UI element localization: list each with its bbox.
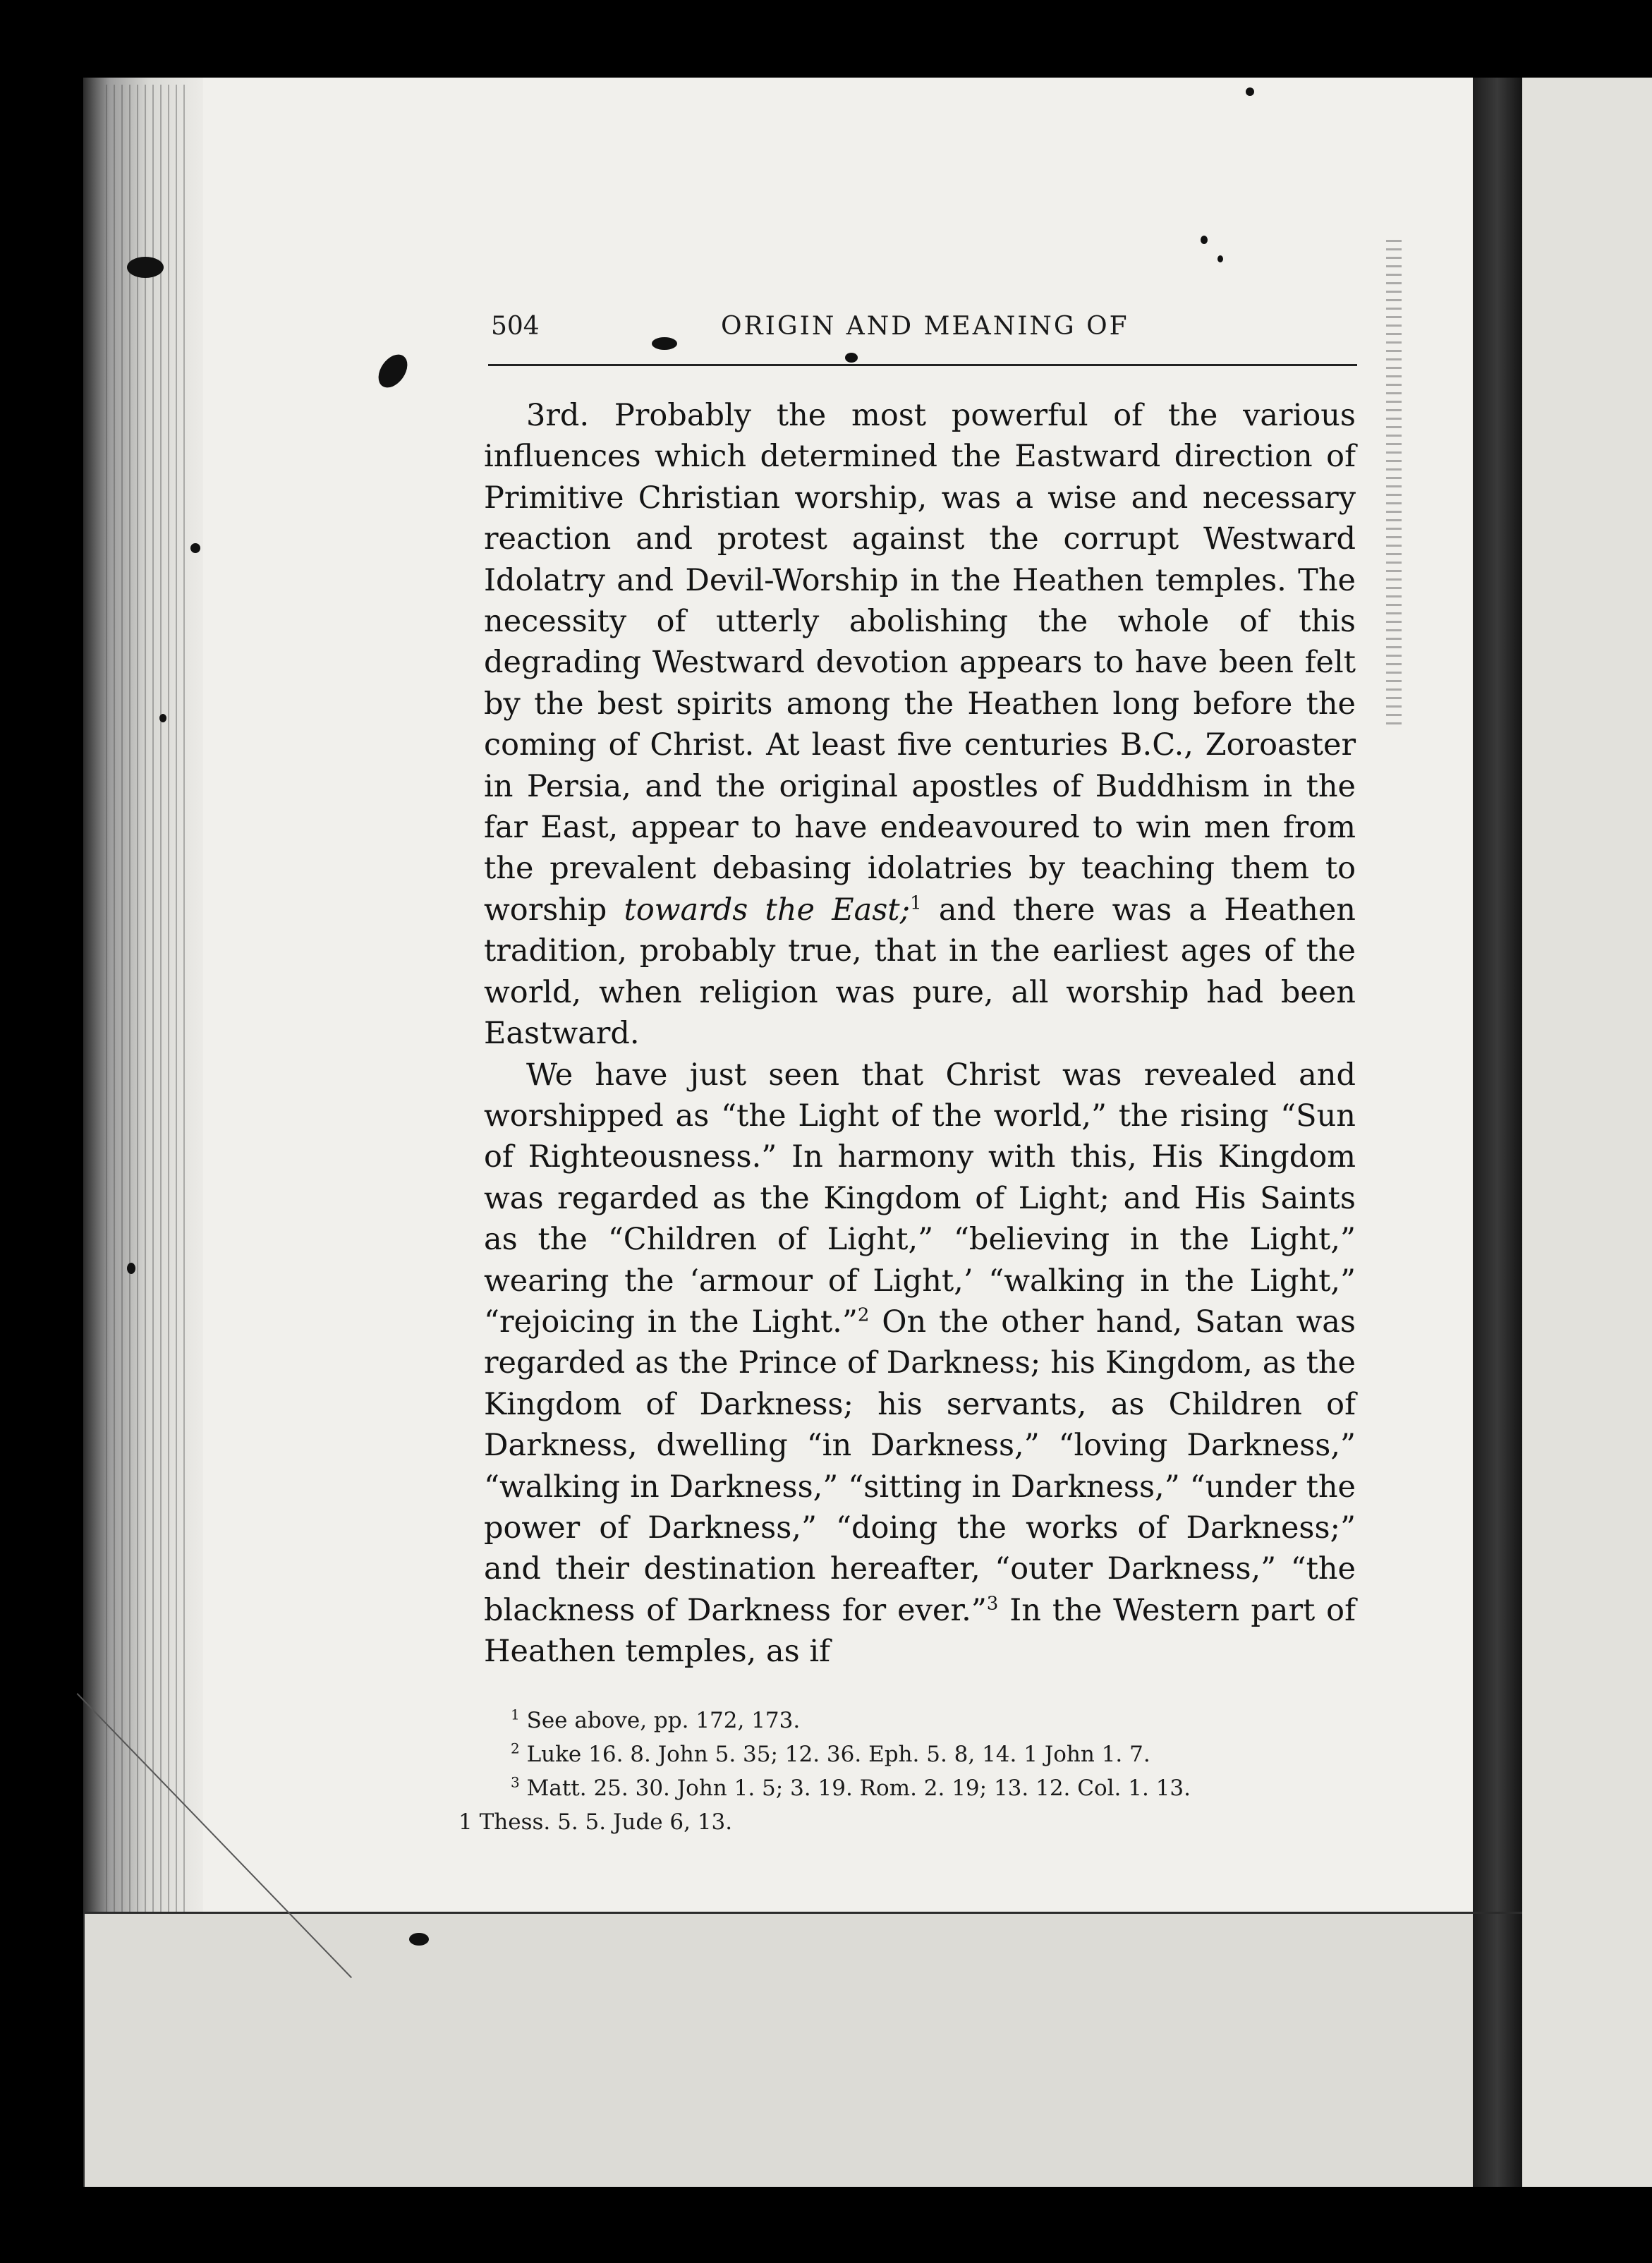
- footnote-text: Matt. 25. 30. John 1. 5; 3. 19. Rom. 2. 19; 13. 12. Col. 1. 13.: [526, 1776, 1191, 1801]
- footnote-text: 1 Thess. 5. 5. Jude 6, 13.: [458, 1809, 733, 1835]
- footnote-text: See above, pp. 172, 173.: [526, 1708, 801, 1733]
- ink-speck: [190, 543, 200, 553]
- footnote-continuation: [451, 1805, 1361, 1839]
- ink-speck: [159, 714, 166, 722]
- paragraph-text: In the Western part of Heathen temples, as if: [484, 1592, 1356, 1670]
- ink-speck: [1246, 87, 1254, 96]
- footnote-reference: 2: [857, 1304, 870, 1326]
- page-fold-line: [85, 1912, 1522, 1914]
- ink-speck: [1201, 236, 1208, 244]
- ink-speck: [1217, 255, 1223, 262]
- header-rule: [488, 364, 1357, 366]
- ink-speck: [127, 1263, 135, 1274]
- footnote-mark: 1: [511, 1706, 520, 1723]
- footnote: [451, 1771, 1361, 1805]
- adjacent-page-edge: [1522, 78, 1652, 2187]
- page-lower-margin: [85, 1914, 1473, 2187]
- paragraph-text: 3rd. Probably the most powerful of the various influences which determined the Eastward direction of Primitive Christian worship, was a wise and necessary reaction and protest against the corrupt Westward Idolatry and Devil-Worship in the Heathen temples. The necessity of utterly abolishing the whole of this degrading Westward devotion appears to have been felt by the best spirits among the Heathen long before the coming of Christ. At least five centuries B.C., Zoroaster in Persia, and the original apostles of Buddhism in the far East, appear to have endeavoured to win men from the prevalent debasing idolatries by teaching them to worship: [484, 398, 1356, 928]
- adjacent-page-text-edge: [1386, 240, 1402, 727]
- paragraph: [484, 395, 1356, 1055]
- footnote-text: Luke 16. 8. John 5. 35; 12. 36. Eph. 5. 8, 14. 1 John 1. 7.: [526, 1742, 1150, 1767]
- gutter-shading: [106, 85, 190, 2173]
- footnote-reference: 3: [986, 1593, 999, 1615]
- footnotes: [451, 1704, 1361, 1839]
- paragraph-text: On the other hand, Satan was regarded as the Prince of Darkness; his Kingdom, as the Kingdom of Darkness; his servants, as Children of Darkness, dwelling “in Darkness,” “loving Darkness,” “walking in Darkness,” “sitting in Darkness,” “under the power of Darkness,” “doing the works of Darkness;” and their destination hereafter, “outer Darkness,” “the blackness of Darkness for ever.”: [484, 1304, 1356, 1628]
- footnote: [451, 1737, 1361, 1771]
- running-head: [488, 305, 1357, 361]
- footnote-mark: 2: [511, 1740, 520, 1757]
- page-right-edge: [1473, 78, 1522, 2187]
- body-text: [484, 395, 1356, 1673]
- paragraph-text: and there was a Heathen tradition, probably true, that in the earliest ages of the world, when religion was pure, all worship had been Eastward.: [484, 892, 1356, 1052]
- footnote-reference: 1: [910, 892, 922, 914]
- footnote-mark: 3: [511, 1773, 520, 1791]
- page-number: 504: [491, 312, 540, 341]
- running-head-title: ORIGIN AND MEANING OF: [721, 312, 1129, 341]
- paragraph: [484, 1055, 1356, 1673]
- italic-phrase: towards the East;: [624, 892, 911, 928]
- paragraph-text: We have just seen that Christ was revealed and worshipped as “the Light of the world,” the rising “Sun of Righteousness.” In harmony with this, His Kingdom was regarded as the Kingdom of Light; and His Saints as the “Children of Light,” “believing in the Light,” wearing the ‘armour of Light,’ “walking in the Light,” “rejoicing in the Light.”: [484, 1057, 1356, 1340]
- ink-speck: [127, 257, 164, 278]
- footnote: [451, 1704, 1361, 1737]
- ink-speck: [409, 1933, 429, 1946]
